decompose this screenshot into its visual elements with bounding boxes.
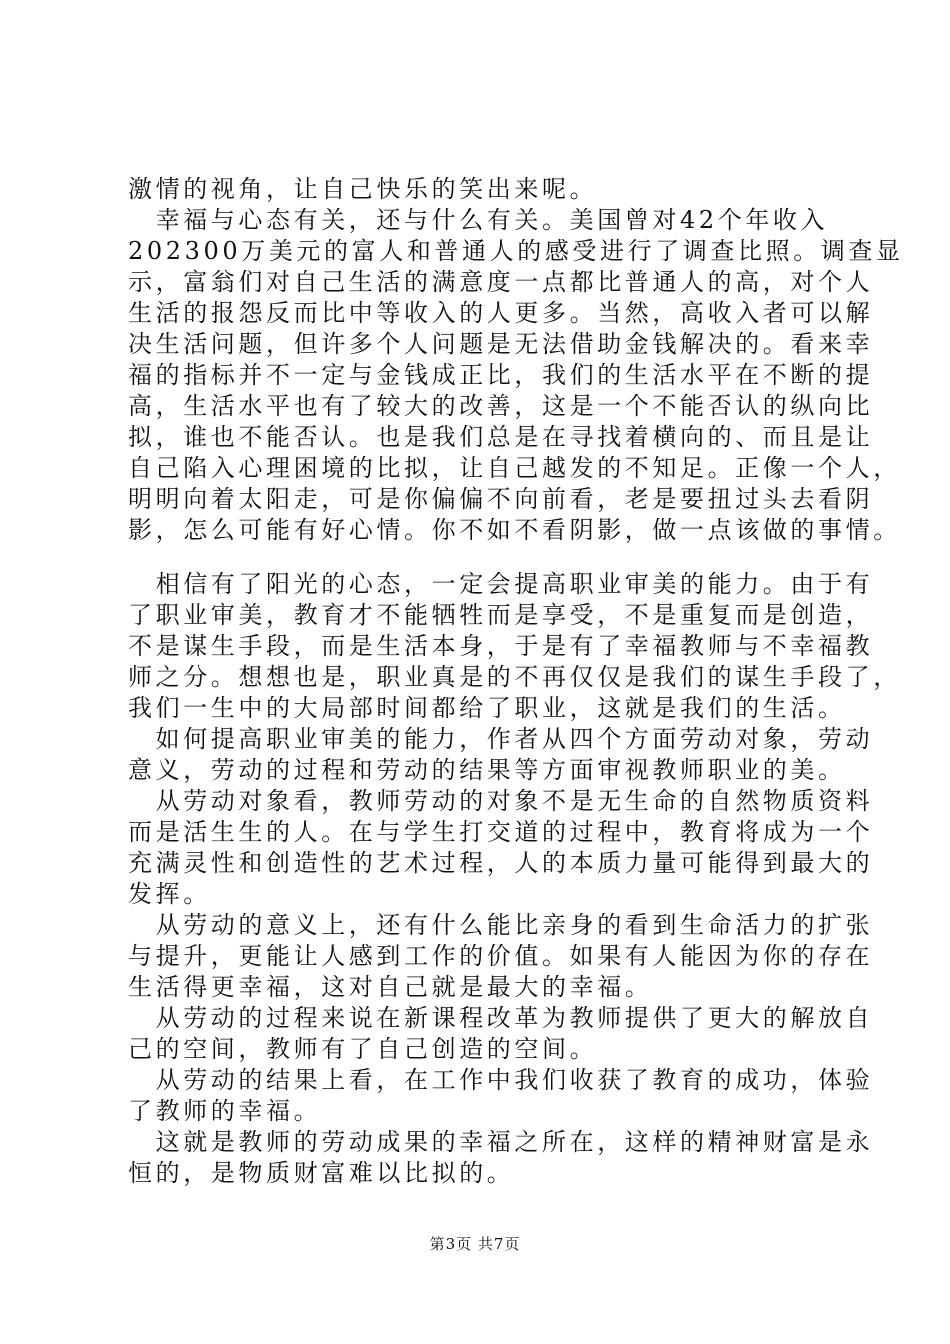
text-block-2 (128, 569, 901, 1189)
paragraph-gap (128, 546, 850, 569)
text-line: 如何提高职业审美的能力，作者从四个方面劳动对象，劳动 (128, 725, 874, 753)
text-line: 相信有了阳光的心态，一定会提高职业审美的能力。由于有 (128, 570, 874, 598)
text-line: 了职业审美，教育才不能牺牲而是享受，不是重复而是创造， (128, 601, 874, 629)
text-block-1 (128, 174, 904, 546)
text-line: 意义，劳动的过程和劳动的结果等方面审视教师职业的美。 (128, 756, 846, 784)
text-line: 202300万美元的富人和普通人的感受进行了调查比照。调查显 (128, 237, 904, 265)
text-line: 这就是教师的劳动成果的幸福之所在，这样的精神财富是永 (128, 1128, 874, 1156)
text-line: 发挥。 (128, 880, 211, 908)
text-line: 高，生活水平也有了较大的改善，这是一个不能否认的纵向比 (128, 392, 874, 420)
text-line: 幸福与心态有关，还与什么有关。美国曾对42个年收入 (128, 206, 829, 234)
page-number-footer: 第3页 共7页 (429, 1235, 521, 1253)
text-line: 己的空间，教师有了自己创造的空间。 (128, 1035, 598, 1063)
text-line: 而是活生生的人。在与学生打交道的过程中，教育将成为一个 (128, 818, 874, 846)
text-line: 明明向着太阳走，可是你偏偏不向前看，老是要扭过头去看阴 (128, 485, 874, 513)
text-line: 充满灵性和创造性的艺术过程，人的本质力量可能得到最大的 (128, 849, 874, 877)
text-line: 我们一生中的大局部时间都给了职业，这就是我们的生活。 (128, 694, 846, 722)
text-line: 拟，谁也不能否认。也是我们总是在寻找着横向的、而且是让 (128, 423, 874, 451)
text-line: 从劳动的意义上，还有什么能比亲身的看到生命活力的扩张 (128, 911, 874, 939)
text-line: 与提升，更能让人感到工作的价值。如果有人能因为你的存在 (128, 942, 874, 970)
text-line: 决生活问题，但许多个人问题是无法借助金钱解决的。看来幸 (128, 330, 874, 358)
text-line: 自己陷入心理困境的比拟，让自己越发的不知足。正像一个人， (128, 454, 901, 482)
text-line: 生活的报怨反而比中等收入的人更多。当然，高收入者可以解 (128, 299, 874, 327)
text-line: 激情的视角，让自己快乐的笑出来呢。 (128, 175, 598, 203)
text-line: 影，怎么可能有好心情。你不如不看阴影，做一点该做的事情。 (128, 516, 901, 544)
text-line: 从劳动对象看，教师劳动的对象不是无生命的自然物质资料 (128, 787, 874, 815)
document-page (128, 174, 904, 1189)
text-line: 从劳动的过程来说在新课程改革为教师提供了更大的解放自 (128, 1004, 874, 1032)
text-line: 示，富翁们对自己生活的满意度一点都比普通人的高，对个人 (128, 268, 874, 296)
text-line: 恒的，是物质财富难以比拟的。 (128, 1159, 515, 1187)
text-line: 不是谋生手段，而是生活本身，于是有了幸福教师与不幸福教 (128, 632, 874, 660)
text-line: 师之分。想想也是，职业真是的不再仅仅是我们的谋生手段了， (128, 663, 901, 691)
text-line: 了教师的幸福。 (128, 1097, 322, 1125)
text-line: 福的指标并不一定与金钱成正比，我们的生活水平在不断的提 (128, 361, 874, 389)
text-line: 从劳动的结果上看，在工作中我们收获了教育的成功，体验 (128, 1066, 874, 1094)
text-line: 生活得更幸福，这对自己就是最大的幸福。 (128, 973, 653, 1001)
